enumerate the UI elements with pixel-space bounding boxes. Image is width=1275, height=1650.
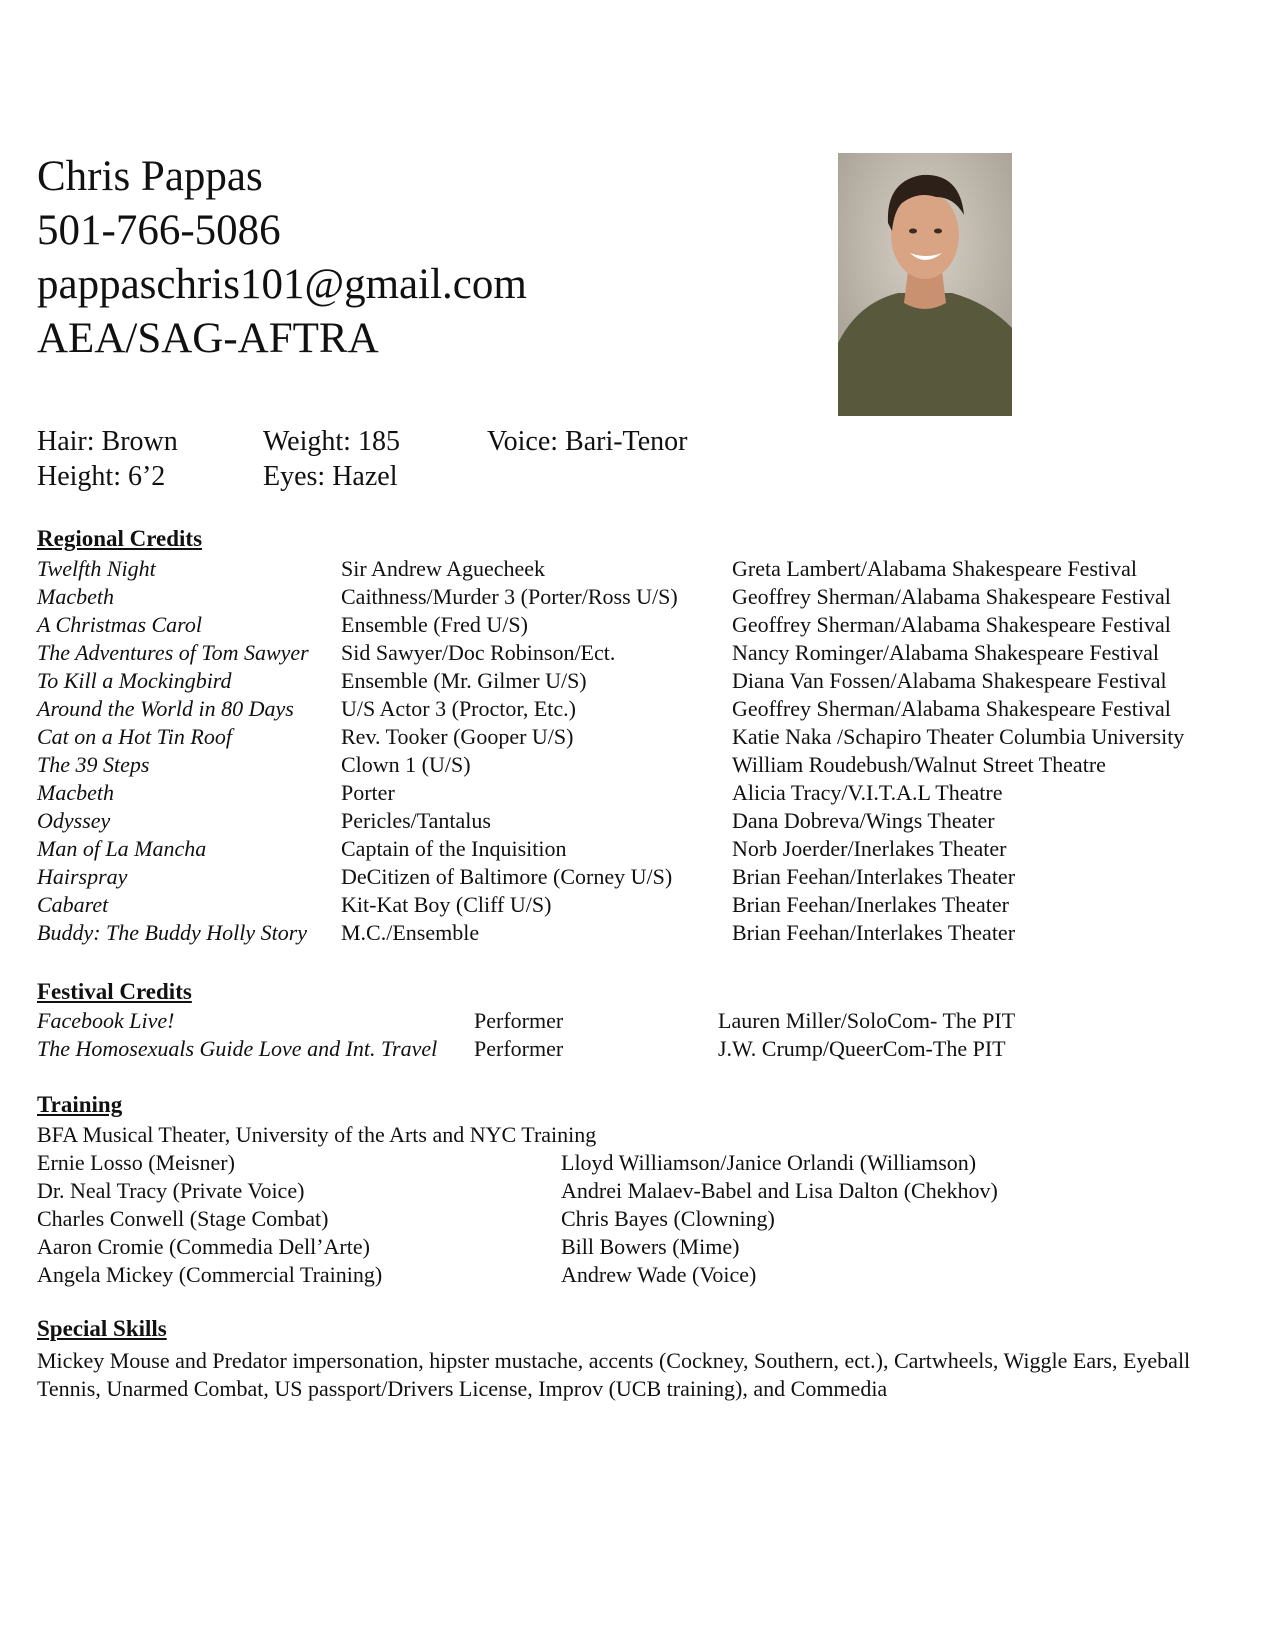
training-item: Chris Bayes (Clowning)	[561, 1206, 775, 1231]
actor-name: Chris Pappas	[37, 153, 263, 200]
credit-show-title: Hairspray	[37, 864, 128, 889]
festival-show-title: Facebook Live!	[37, 1008, 175, 1033]
special-skills-text: Mickey Mouse and Predator impersonation, hipster mustache, accents (Cockney, Southern, ect.), Cartwheels, Wiggle Ears, Eyeball Tennis, Unarmed Combat, US passport/Drivers License, Improv (UCB training), and Commedia	[37, 1348, 1191, 1401]
credit-director-venue: Geoffrey Sherman/Alabama Shakespeare Festival	[732, 584, 1171, 609]
credit-row	[0, 892, 1275, 920]
credit-director-venue: Brian Feehan/Interlakes Theater	[732, 920, 1016, 945]
training-item: Andrei Malaev-Babel and Lisa Dalton (Chekhov)	[561, 1178, 998, 1203]
training-intro: BFA Musical Theater, University of the Arts and NYC Training	[37, 1122, 597, 1147]
credit-show-title: Twelfth Night	[37, 556, 156, 581]
credit-row	[0, 640, 1275, 668]
festival-row	[0, 1008, 1275, 1036]
credit-show-title: Buddy: The Buddy Holly Story	[37, 920, 308, 945]
credit-director-venue: Greta Lambert/Alabama Shakespeare Festival	[732, 556, 1138, 581]
festival-credits-heading: Festival Credits	[37, 979, 192, 1004]
credit-show-title: The Adventures of Tom Sawyer	[37, 640, 309, 665]
stat-eyes: Eyes: Hazel	[263, 461, 398, 492]
credit-director-venue: Dana Dobreva/Wings Theater	[732, 808, 995, 833]
credit-director-venue: Geoffrey Sherman/Alabama Shakespeare Festival	[732, 612, 1171, 637]
credit-role: Rev. Tooker (Gooper U/S)	[341, 724, 574, 749]
stat-hair: Hair: Brown	[37, 426, 178, 457]
credit-director-venue: Nancy Rominger/Alabama Shakespeare Festival	[732, 640, 1160, 665]
credit-show-title: Odyssey	[37, 808, 111, 833]
credit-role: Sir Andrew Aguecheek	[341, 556, 546, 581]
email-address: pappaschris101@gmail.com	[37, 261, 527, 308]
credit-show-title: To Kill a Mockingbird	[37, 668, 232, 693]
training-item: Aaron Cromie (Commedia Dell’Arte)	[37, 1234, 370, 1259]
festival-director-venue: Lauren Miller/SoloCom- The PIT	[718, 1008, 1016, 1033]
credit-director-venue: Alicia Tracy/V.I.T.A.L Theatre	[732, 780, 1003, 805]
stat-voice: Voice: Bari-Tenor	[487, 426, 688, 457]
right-eye	[934, 229, 942, 234]
credit-show-title: Cabaret	[37, 892, 109, 917]
credit-role: M.C./Ensemble	[341, 920, 480, 945]
stat-height: Height: 6’2	[37, 461, 166, 492]
credit-role: Pericles/Tantalus	[341, 808, 491, 833]
training-item: Charles Conwell (Stage Combat)	[37, 1206, 329, 1231]
credit-role: Porter	[341, 780, 395, 805]
credit-row	[0, 780, 1275, 808]
credit-role: DeCitizen of Baltimore (Corney U/S)	[341, 864, 673, 889]
festival-role: Performer	[474, 1036, 564, 1061]
headshot-illustration	[838, 153, 1012, 416]
contact-header	[37, 150, 527, 366]
credit-show-title: Man of La Mancha	[37, 836, 207, 861]
festival-role: Performer	[474, 1008, 564, 1033]
credit-director-venue: Norb Joerder/Inerlakes Theater	[732, 836, 1007, 861]
training-heading: Training	[37, 1092, 123, 1117]
credit-row	[0, 696, 1275, 724]
credit-role: Captain of the Inquisition	[341, 836, 567, 861]
festival-show-title: The Homosexuals Guide Love and Int. Travel	[37, 1036, 438, 1061]
credit-row	[0, 556, 1275, 584]
credit-role: Clown 1 (U/S)	[341, 752, 471, 777]
credit-director-venue: William Roudebush/Walnut Street Theatre	[732, 752, 1106, 777]
credit-show-title: Macbeth	[37, 780, 114, 805]
credit-show-title: Cat on a Hot Tin Roof	[37, 724, 232, 749]
credit-role: Caithness/Murder 3 (Porter/Ross U/S)	[341, 584, 678, 609]
credit-row	[0, 752, 1275, 780]
regional-credits-heading: Regional Credits	[37, 526, 203, 551]
credit-row	[0, 612, 1275, 640]
credit-director-venue: Katie Naka /Schapiro Theater Columbia University	[732, 724, 1185, 749]
special-skills-heading: Special Skills	[37, 1316, 167, 1341]
credit-director-venue: Brian Feehan/Interlakes Theater	[732, 864, 1016, 889]
credit-row	[0, 584, 1275, 612]
left-eye	[909, 229, 917, 234]
training-item: Ernie Losso (Meisner)	[37, 1150, 235, 1175]
face	[891, 191, 959, 279]
credit-row	[0, 808, 1275, 836]
credit-show-title: A Christmas Carol	[37, 612, 203, 637]
credit-role: Sid Sawyer/Doc Robinson/Ect.	[341, 640, 616, 665]
headshot-photo	[838, 153, 1012, 416]
festival-director-venue: J.W. Crump/QueerCom-The PIT	[718, 1036, 1006, 1061]
credit-role: U/S Actor 3 (Proctor, Etc.)	[341, 696, 576, 721]
credit-role: Kit-Kat Boy (Cliff U/S)	[341, 892, 552, 917]
phone-number: 501-766-5086	[37, 207, 281, 254]
festival-row	[0, 1036, 1275, 1064]
credit-row	[0, 920, 1275, 948]
stat-weight: Weight: 185	[263, 426, 400, 457]
credit-row	[0, 724, 1275, 752]
credit-row	[0, 836, 1275, 864]
credit-row	[0, 668, 1275, 696]
training-item: Angela Mickey (Commercial Training)	[37, 1262, 383, 1287]
credit-show-title: Macbeth	[37, 584, 114, 609]
shirt	[838, 293, 1012, 416]
union-affiliation: AEA/SAG-AFTRA	[37, 315, 379, 362]
credit-director-venue: Geoffrey Sherman/Alabama Shakespeare Festival	[732, 696, 1171, 721]
training-item: Lloyd Williamson/Janice Orlandi (Williamson)	[561, 1150, 977, 1175]
credit-director-venue: Diana Van Fossen/Alabama Shakespeare Festival	[732, 668, 1167, 693]
credit-show-title: Around the World in 80 Days	[37, 696, 294, 721]
training-item: Bill Bowers (Mime)	[561, 1234, 740, 1259]
training-item: Andrew Wade (Voice)	[561, 1262, 757, 1287]
credit-role: Ensemble (Mr. Gilmer U/S)	[341, 668, 587, 693]
credit-role: Ensemble (Fred U/S)	[341, 612, 528, 637]
credit-show-title: The 39 Steps	[37, 752, 150, 777]
credit-row	[0, 864, 1275, 892]
training-item: Dr. Neal Tracy (Private Voice)	[37, 1178, 305, 1203]
credit-director-venue: Brian Feehan/Inerlakes Theater	[732, 892, 1009, 917]
